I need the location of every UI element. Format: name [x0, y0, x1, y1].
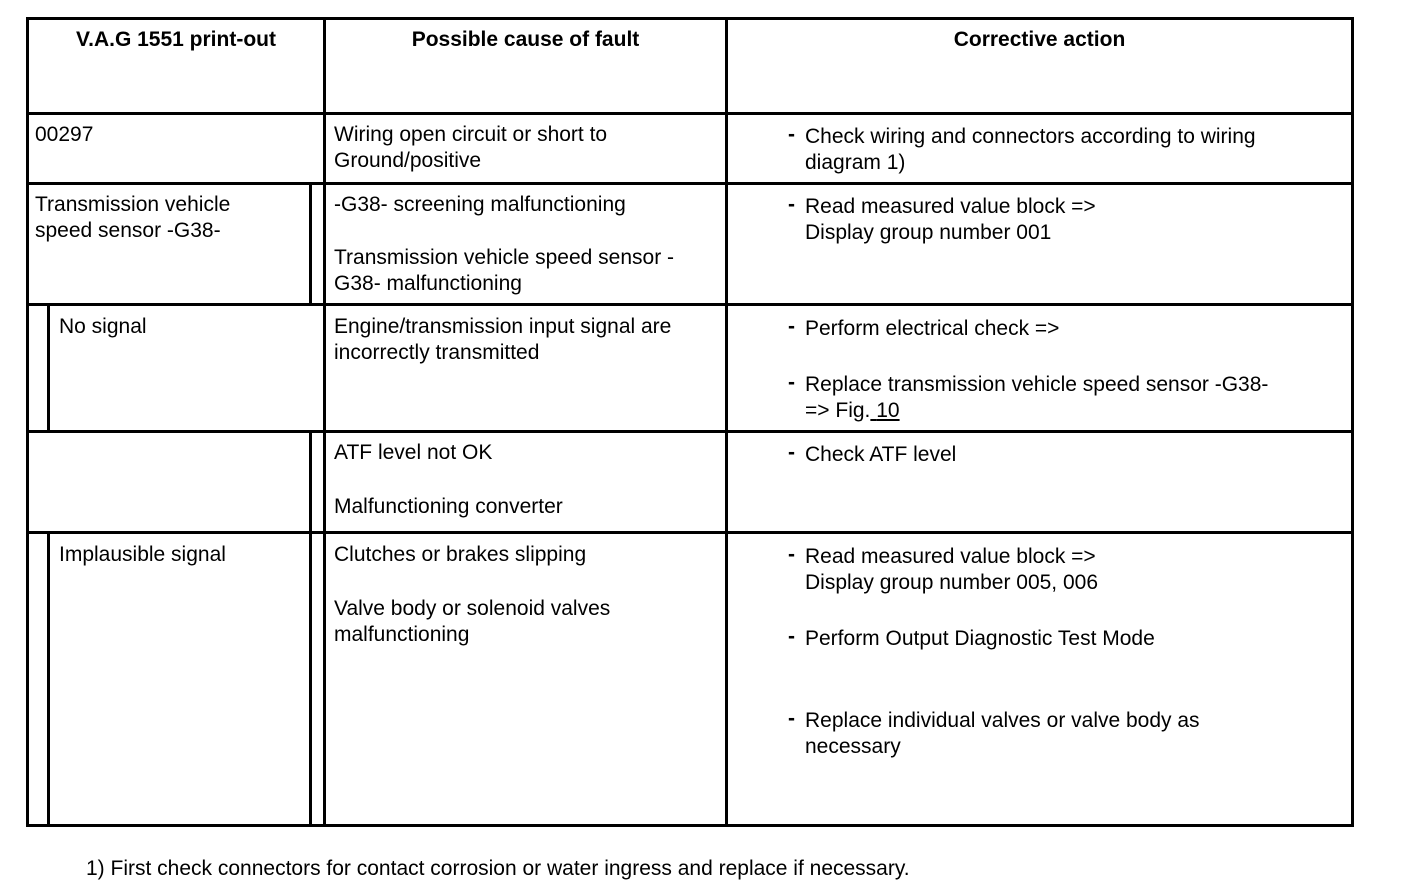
bullet-dash: -	[788, 315, 795, 338]
printout-symptom: Implausible signal	[59, 543, 226, 566]
indent-line	[309, 182, 312, 306]
bullet-dash: -	[788, 123, 795, 146]
action-item: Perform electrical check =>	[805, 317, 1060, 340]
bullet-dash: -	[788, 441, 795, 464]
indent-line	[309, 430, 312, 827]
action-item: Check wiring and connectors according to wiring diagram 1)	[805, 125, 1256, 174]
cause-text: Engine/transmission input signal are incorrectly transmitted	[334, 315, 672, 364]
row-divider	[26, 531, 1354, 534]
bullet-dash: -	[788, 625, 795, 648]
indent-line	[47, 303, 50, 433]
printout-component: Transmission vehicle speed sensor -G38-	[35, 193, 231, 242]
action-item: Replace transmission vehicle speed sensor -G38- => Fig. 10	[805, 373, 1269, 422]
cause-text: ATF level not OK	[334, 441, 493, 464]
column-divider	[725, 17, 728, 827]
header-action: Corrective action	[953, 28, 1126, 51]
bullet-dash: -	[788, 707, 795, 730]
header-printout: V.A.G 1551 print-out	[76, 28, 276, 51]
printout-symptom: No signal	[59, 315, 147, 338]
indent-line	[47, 531, 50, 827]
action-item: Check ATF level	[805, 443, 957, 466]
header-cause: Possible cause of fault	[411, 28, 640, 51]
column-divider	[323, 17, 326, 827]
row-divider	[26, 182, 1354, 185]
bullet-dash: -	[788, 193, 795, 216]
action-item: Replace individual valves or valve body as necessary	[805, 709, 1200, 758]
bullet-dash: -	[788, 543, 795, 566]
cause-text: Wiring open circuit or short to Ground/positive	[334, 123, 608, 172]
cause-text: -G38- screening malfunctioning	[334, 193, 626, 216]
printout-code: 00297	[35, 123, 94, 146]
footnote: 1) First check connectors for contact corrosion or water ingress and replace if necessary.	[86, 857, 910, 880]
cause-text: Clutches or brakes slipping	[334, 543, 587, 566]
row-divider	[26, 112, 1354, 115]
action-item: Read measured value block => Display group number 005, 006	[805, 545, 1099, 594]
row-divider	[26, 303, 1354, 306]
cause-text: Valve body or solenoid valves malfunctioning	[334, 597, 611, 646]
row-divider	[26, 430, 1354, 433]
cause-text: Transmission vehicle speed sensor - G38- malfunctioning	[334, 246, 675, 295]
figure-link[interactable]: 10	[876, 399, 900, 422]
action-item: Read measured value block => Display group number 001	[805, 195, 1096, 244]
action-item: Perform Output Diagnostic Test Mode	[805, 627, 1155, 650]
cause-text: Malfunctioning converter	[334, 495, 563, 518]
bullet-dash: -	[788, 371, 795, 394]
